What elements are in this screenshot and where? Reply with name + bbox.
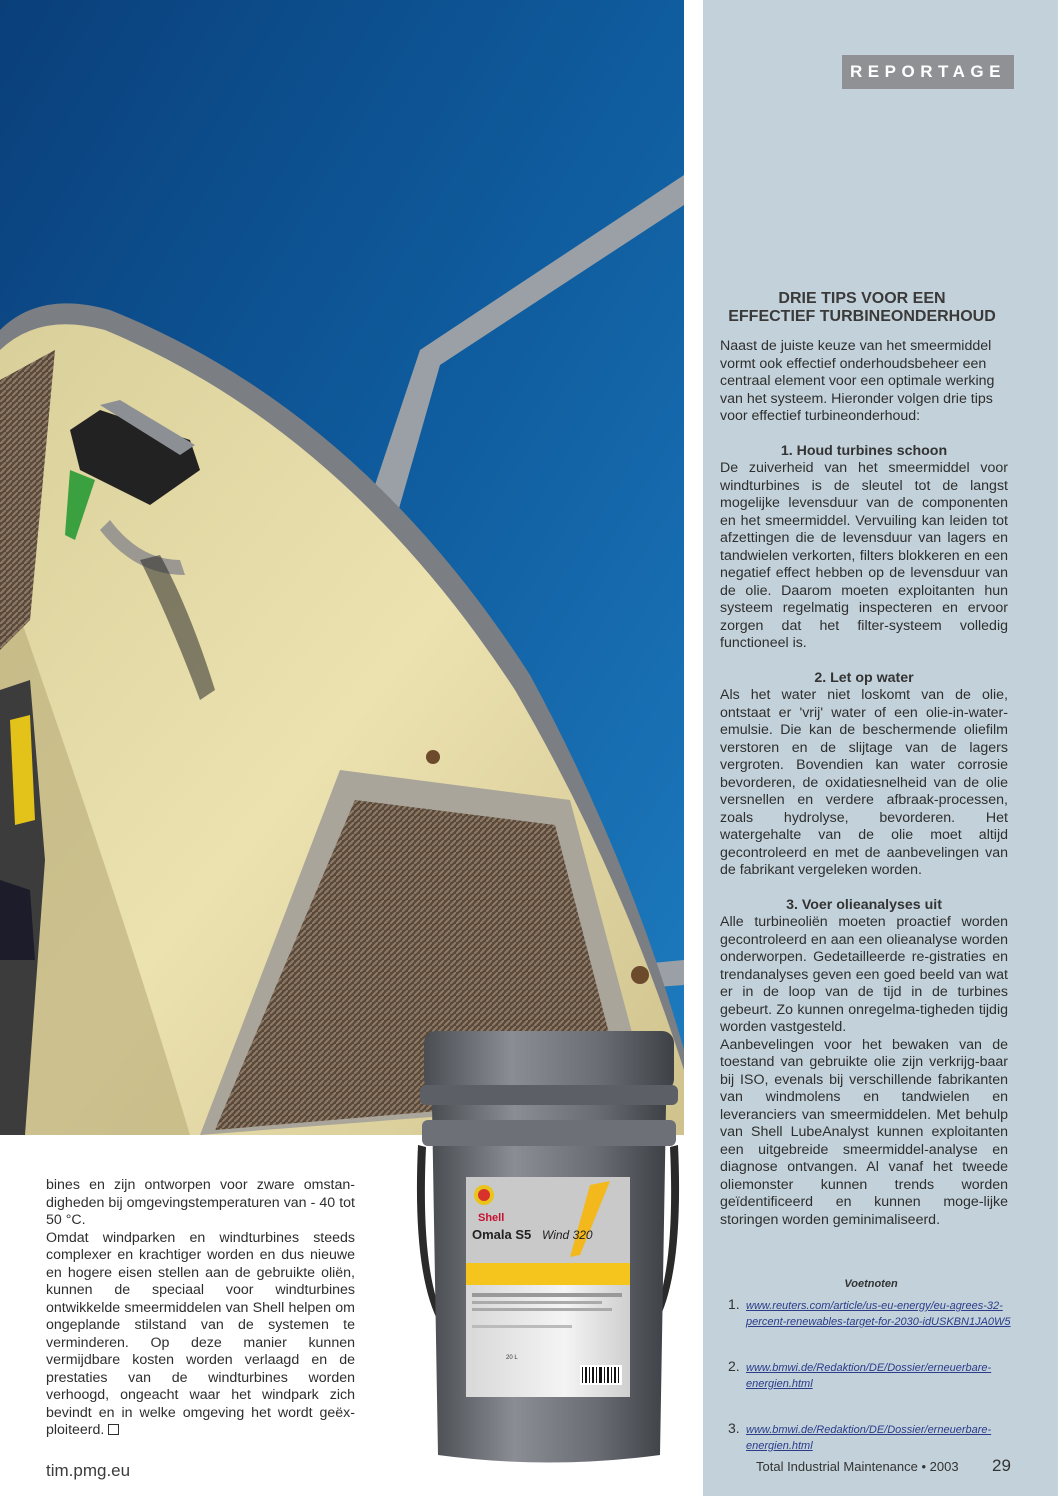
product-bucket [410,1025,686,1470]
tip3-text-b: Aanbevelingen voor het bewaken van de toestand van gebruikte olie zijn verkrijg-baar bij ISO, evenals bij verschillende fabrikanten van windmolens en tandwielen en leveranciers van smeermiddelen. Met behulp van Shell LubeAnalyst kunnen exploitanten een uitgebreide smeermiddel-analyse en diagnose ontvangen. Al vanaf het tweede oliemonster kunnen trends worden geïdentificeerd en kunnen moge-lijke storingen worden geminimaliseerd. [720,1036,1008,1228]
sidebar-title-line1: DRIE TIPS VOOR EEN [778,290,946,307]
footnote-number: 1. [728,1296,740,1312]
left-column [46,1177,355,1440]
tip2-text: Als het water niet loskomt van de olie, ontstaat er 'vrij' water of een olie-in-water-emulsie. Die kan de beschermende oliefilm verstoren en de slijtage van de lagers vergroten. Bovendien kan water corrosie bevorderen, de oxidatiesnelheid van de olie versnellen en verdere afbraak-processen, zoals hydrolyse, bevorderen. Het watergehalte van de olie moet altijd gecontroleerd en met de aanbevelingen van de fabrikant vergeleken worden. [720,687,1008,878]
sidebar-title [718,290,1006,326]
footnote-link[interactable]: www.bmwi.de/Redaktion/DE/Dossier/erneuerbare-energien.html [746,1362,992,1390]
sidebar-title-line2: EFFECTIEF TURBINEONDERHOUD [728,308,996,325]
product-brand: Shell [478,1212,505,1224]
product-variant: Wind 320 [542,1228,593,1242]
end-square-icon [108,1424,119,1435]
footnote-number: 3. [728,1420,740,1436]
website-footer[interactable]: tim.pmg.eu [46,1461,131,1480]
tip2-heading: 2. Let op water [814,669,914,686]
footnote-link[interactable]: www.bmwi.de/Redaktion/DE/Dossier/erneuerbare-energien.html [746,1424,992,1452]
footnote-link[interactable]: www.reuters.com/article/us-eu-energy/eu-agrees-32-percent-renewables-target-for-2030-idUSKBN1JA0W5 [746,1300,1011,1328]
section-badge: REPORTAGE [842,55,1014,89]
footnote-item [726,1360,1016,1392]
tip1-text: De zuiverheid van het smeermiddel voor windturbines is de sleutel tot de langst mogelijke levensduur van de componenten en het smeermiddel. Vervuiling kan leiden tot afzettingen die de levensduur van lagers en tandwielen verkorten, filters blokkeren en een negatief effect hebben op de levensduur van de olie. Daarom moeten exploitanten hun systeem regelmatig inspecteren en ervoor zorgen dat het filter-systeem volledig functioneel is. [720,460,1008,651]
sidebar-body [720,338,1008,1229]
left-para2-text: Omdat windparken en windturbines steeds complexer en krachtiger worden en dus nieuwe en hogere eisen stellen aan de gebruikte oliën, kunnen de speciaal voor windturbines ontwikkelde smeermiddelen van Shell helpen om ongeplande stilstand van de systemen te verminderen. Op deze manier kunnen vermijdbare kosten worden verlaagd en de prestaties van de windturbines worden verhoogd, ongeacht waar het windpark zich bevindt en in welke omgeving het wordt geëx-ploiteerd. [46,1229,355,1438]
footnotes-heading: Voetnoten [844,1278,898,1290]
product-volume: 20 L [506,1355,518,1361]
footnote-item [726,1422,1016,1454]
sidebar-intro: Naast de juiste keuze van het smeermiddel vormt ook effectief onderhoudsbeheer een centraal element voor een optimale werking van het systeem. Hieronder volgen drie tips voor effectief turbineonderhoud: [720,338,995,424]
tip1-heading: 1. Houd turbines schoon [780,442,948,459]
footnote-item [726,1298,1016,1330]
page-number: 29 [992,1456,1011,1475]
turbine-photo [0,0,684,1135]
product-name: Omala S5 [472,1227,532,1242]
left-para1: bines en zijn ontworpen voor zware omstan-digheden bij omgevingstemperaturen van - 40 tot 50 °C. [46,1177,355,1228]
tip3-heading: 3. Voer olieanalyses uit [786,896,942,913]
tip3-text-a: Alle turbineoliën moeten proactief worden gecontroleerd en aan een olieanalyse worden onderworpen. Gedetailleerde re-gistraties en trendanalyses geven een goed beeld van wat er in de loop van de tijd in de turbines gebeurt. Zo kunnen onregelma-tigheden tijdig worden vastgesteld. [720,914,1008,1035]
footnote-number: 2. [728,1358,740,1374]
left-para2 [46,1230,355,1440]
footnotes [726,1278,1016,1484]
magazine-footer: Total Industrial Maintenance • 2003 [756,1459,959,1474]
